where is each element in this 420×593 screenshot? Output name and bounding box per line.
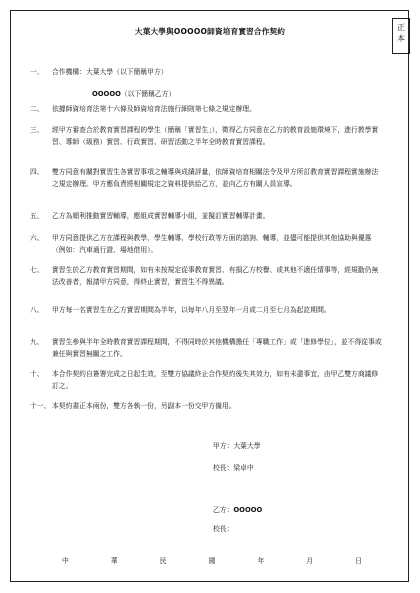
clause-text: 實習生參與半年全時教育實習課程期間，不得同時於其他機構擔任「專職工作」或「進修學位」，並不得從事或兼任與實習無關之工作。 [52,338,382,359]
date-char: 國 [208,557,216,565]
party-b-sign-name: OOOOO [233,506,263,514]
clause-text: 甲方同意提供乙方在課程與教學、學生輔導、學校行政等方面的諮詢、輔導，並儘可能提供其他協助與優惠（例如：汽車通行證、場地借用）。 [52,234,372,255]
clause-number: 二、 [30,105,44,113]
party-b-line [92,88,175,98]
clause-11 [30,400,385,412]
party-b-name: OOOOO [92,90,121,98]
clause-number: 三、 [30,126,44,134]
party-b-suffix: （以下簡稱乙方） [120,90,176,98]
clause-text: 本合作契約自簽署完成之日起生效，至雙方協議終止合作契約後失其效力，如有未盡事宜，由甲乙雙方商議修訂之。 [52,370,379,391]
clause-number: 十一、 [30,402,51,410]
clause-7 [30,264,385,289]
clause-text: 經甲方審查合於教育實習課程的學生（簡稱「實習生」），徵得乙方同意在乙方的教育設施環境下，進行教學實習、導師（級務）實習、行政實習、研習活動之半年全時教育實習課程。 [52,126,379,147]
clause-3 [30,124,385,149]
clause-text: 合作機構：大葉大學（以下簡稱甲方） [52,68,168,76]
date-year-label: 年 [257,557,265,565]
clause-8 [30,304,385,316]
signature-principal-a [213,462,254,472]
date-char: 民 [159,557,167,565]
date-char: 華 [110,557,118,565]
clause-number: 四、 [30,168,44,176]
clause-text: 乙方為順利推動實習輔導，應組成實習輔導小組，並擬訂實習輔導計畫。 [52,212,270,220]
signature-party-a [213,440,261,450]
clause-text: 甲方每一名實習生在乙方實習期間為半年，以每年八月至翌年一月或二月至七月為起訖期間。 [52,306,331,314]
principal-a-label: 校長： [213,464,234,472]
date-char: 中 [62,557,69,565]
clause-9 [30,336,385,361]
stamp-char-2: 本 [397,34,405,43]
clause-number: 一、 [30,68,44,76]
date-line [62,555,362,565]
stamp-char-1: 正 [397,23,405,32]
party-b-label: 乙方： [213,506,234,514]
signature-principal-b [213,523,233,533]
clause-number: 六、 [30,234,44,242]
clause-2 [30,103,385,115]
principal-b-label: 校長： [213,525,234,533]
party-a-name: 大葉大學 [233,442,261,450]
contract-border [10,10,409,582]
clause-number: 八、 [30,306,44,314]
date-month-label: 月 [306,557,314,565]
clause-number: 九、 [30,338,44,346]
contract-title: 大葉大學與OOOOO師資培育實習合作契約 [134,27,286,36]
clause-text: 實習生於乙方教育實習期間，如有未按規定從事教育實習、有損乙方校譽、或其他不適任情事等，經規勸仍無法改善者，報請甲方同意，得終止實習，實習生不得異議。 [52,266,379,287]
signature-party-b [213,504,262,514]
clause-10 [30,368,385,393]
clause-5 [30,210,385,222]
clause-number: 十、 [30,370,44,378]
clause-4 [30,166,385,191]
clause-1 [30,66,385,78]
date-day-label: 日 [355,557,362,565]
clause-text: 依據師資培育法第十六條及師資培育法施行細則第七條之規定辦理。 [52,105,256,113]
party-a-label: 甲方： [213,442,234,450]
clause-number: 五、 [30,212,44,220]
clause-6 [30,232,385,257]
clause-text: 雙方同意有關對實習生各實習事項之輔導與成績評量，依師資培育相關法令及甲方所訂教育實習課程實施辦法之規定辦理。甲方應負責將相關規定之資料提供給乙方，並向乙方有關人員宣導。 [52,168,379,189]
clause-text: 本契約書正本兩份，雙方各執一份，另副本一份交甲方備用。 [52,402,236,410]
clause-number: 七、 [30,266,44,274]
principal-a-name: 梁卓中 [233,464,254,472]
